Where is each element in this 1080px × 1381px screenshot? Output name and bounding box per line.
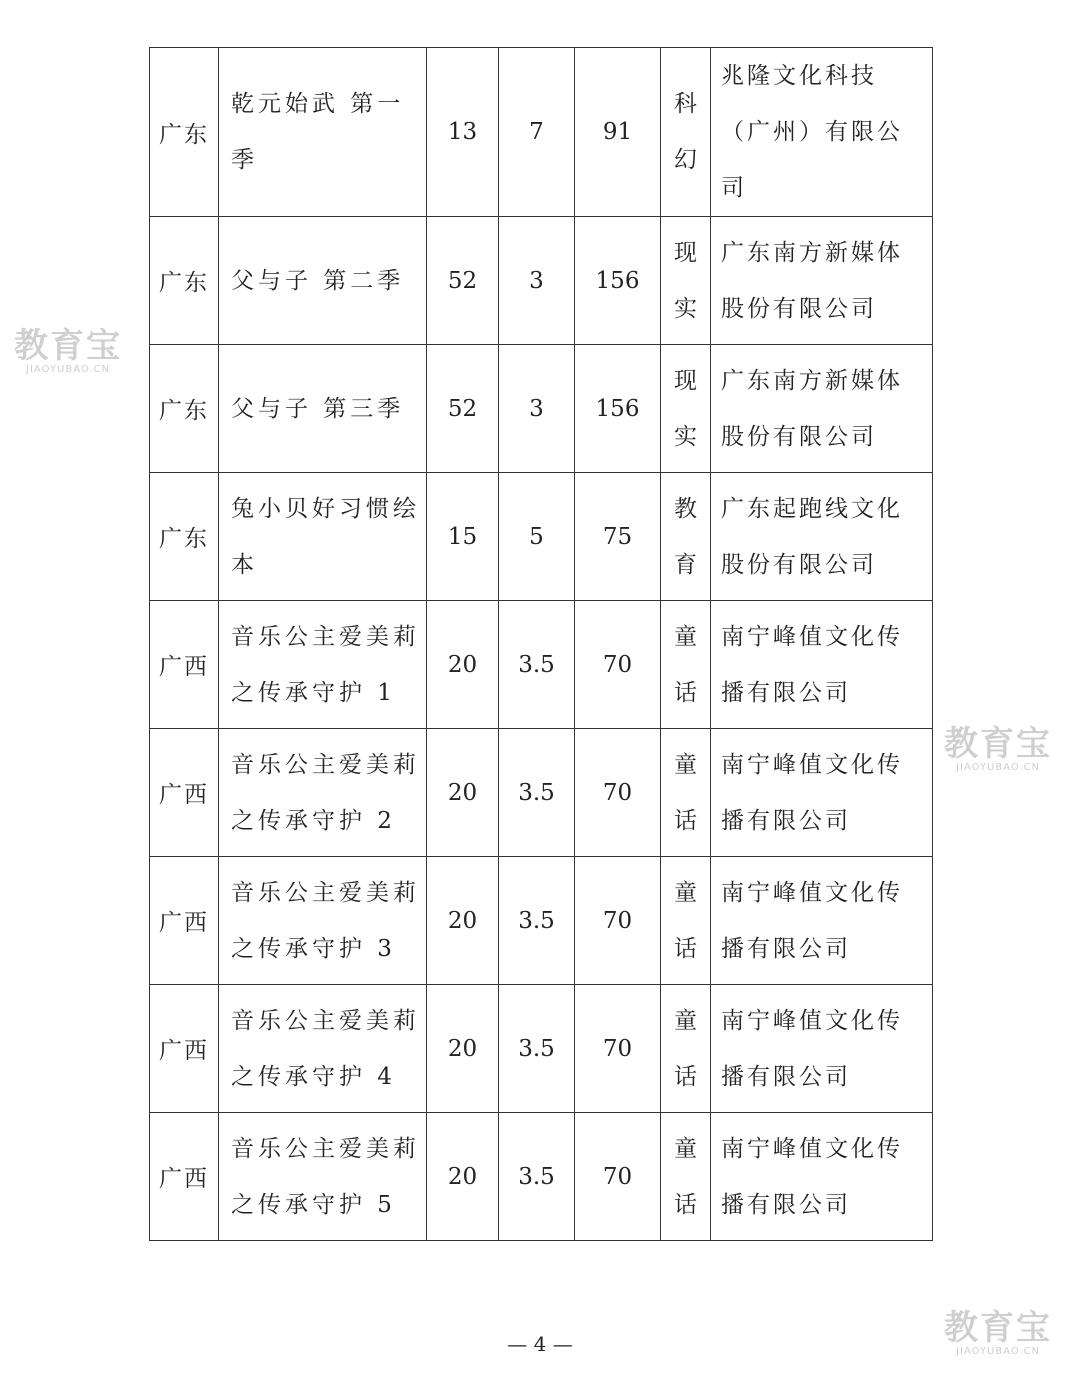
table-row [150, 48, 933, 217]
company-cell: 南宁峰值文化传播有限公司 [711, 857, 933, 985]
total-cell: 70 [575, 601, 661, 729]
company-cell: 南宁峰值文化传播有限公司 [711, 601, 933, 729]
genre-cell: 现 实 [661, 217, 711, 345]
table-row [150, 1113, 933, 1241]
title-cell: 乾元始武 第一季 [219, 48, 427, 217]
company-cell: 广东南方新媒体股份有限公司 [711, 217, 933, 345]
title-cell: 音乐公主爱美莉之传承守护 2 [219, 729, 427, 857]
total-cell: 70 [575, 729, 661, 857]
company-cell: 广东起跑线文化股份有限公司 [711, 473, 933, 601]
table-row [150, 473, 933, 601]
episodes-cell: 52 [427, 217, 499, 345]
genre-cell: 童 话 [661, 601, 711, 729]
episodes-cell: 15 [427, 473, 499, 601]
episodes-cell: 13 [427, 48, 499, 217]
duration-cell: 3 [499, 345, 575, 473]
genre-cell: 童 话 [661, 985, 711, 1113]
episodes-cell: 52 [427, 345, 499, 473]
company-cell: 兆隆文化科技（广州）有限公司 [711, 48, 933, 217]
duration-cell: 3 [499, 217, 575, 345]
total-cell: 156 [575, 217, 661, 345]
duration-cell: 3.5 [499, 601, 575, 729]
total-cell: 75 [575, 473, 661, 601]
province-cell: 广西 [150, 857, 219, 985]
province-cell: 广西 [150, 1113, 219, 1241]
table-row [150, 217, 933, 345]
genre-cell: 教 育 [661, 473, 711, 601]
duration-cell: 5 [499, 473, 575, 601]
watermark-logo: 教育宝 JIAOYUBAO.CN [944, 724, 1052, 773]
table-row [150, 601, 933, 729]
total-cell: 70 [575, 985, 661, 1113]
episodes-cell: 20 [427, 729, 499, 857]
duration-cell: 3.5 [499, 729, 575, 857]
company-cell: 南宁峰值文化传播有限公司 [711, 729, 933, 857]
title-cell: 父与子 第二季 [219, 217, 427, 345]
title-cell: 音乐公主爱美莉之传承守护 4 [219, 985, 427, 1113]
province-cell: 广东 [150, 345, 219, 473]
episodes-cell: 20 [427, 985, 499, 1113]
genre-cell: 现 实 [661, 345, 711, 473]
table-row [150, 345, 933, 473]
watermark-logo: 教育宝 JIAOYUBAO.CN [944, 1308, 1052, 1357]
total-cell: 70 [575, 857, 661, 985]
episodes-cell: 20 [427, 857, 499, 985]
province-cell: 广东 [150, 48, 219, 217]
total-cell: 156 [575, 345, 661, 473]
title-cell: 音乐公主爱美莉之传承守护 5 [219, 1113, 427, 1241]
duration-cell: 3.5 [499, 857, 575, 985]
genre-cell: 科 幻 [661, 48, 711, 217]
duration-cell: 3.5 [499, 1113, 575, 1241]
title-cell: 兔小贝好习惯绘本 [219, 473, 427, 601]
province-cell: 广东 [150, 217, 219, 345]
genre-cell: 童 话 [661, 857, 711, 985]
watermark-logo: 教育宝 JIAOYUBAO.CN [14, 326, 122, 375]
table-row [150, 985, 933, 1113]
province-cell: 广西 [150, 729, 219, 857]
table-row [150, 857, 933, 985]
page-number: — 4 — [507, 1332, 573, 1356]
genre-cell: 童 话 [661, 729, 711, 857]
province-cell: 广西 [150, 601, 219, 729]
episodes-cell: 20 [427, 1113, 499, 1241]
total-cell: 70 [575, 1113, 661, 1241]
duration-cell: 7 [499, 48, 575, 217]
province-cell: 广东 [150, 473, 219, 601]
company-cell: 南宁峰值文化传播有限公司 [711, 1113, 933, 1241]
province-cell: 广西 [150, 985, 219, 1113]
genre-cell: 童 话 [661, 1113, 711, 1241]
title-cell: 音乐公主爱美莉之传承守护 3 [219, 857, 427, 985]
total-cell: 91 [575, 48, 661, 217]
episodes-cell: 20 [427, 601, 499, 729]
duration-cell: 3.5 [499, 985, 575, 1113]
title-cell: 父与子 第三季 [219, 345, 427, 473]
company-cell: 南宁峰值文化传播有限公司 [711, 985, 933, 1113]
company-cell: 广东南方新媒体股份有限公司 [711, 345, 933, 473]
table-row [150, 729, 933, 857]
title-cell: 音乐公主爱美莉之传承守护 1 [219, 601, 427, 729]
program-table [149, 47, 933, 1241]
